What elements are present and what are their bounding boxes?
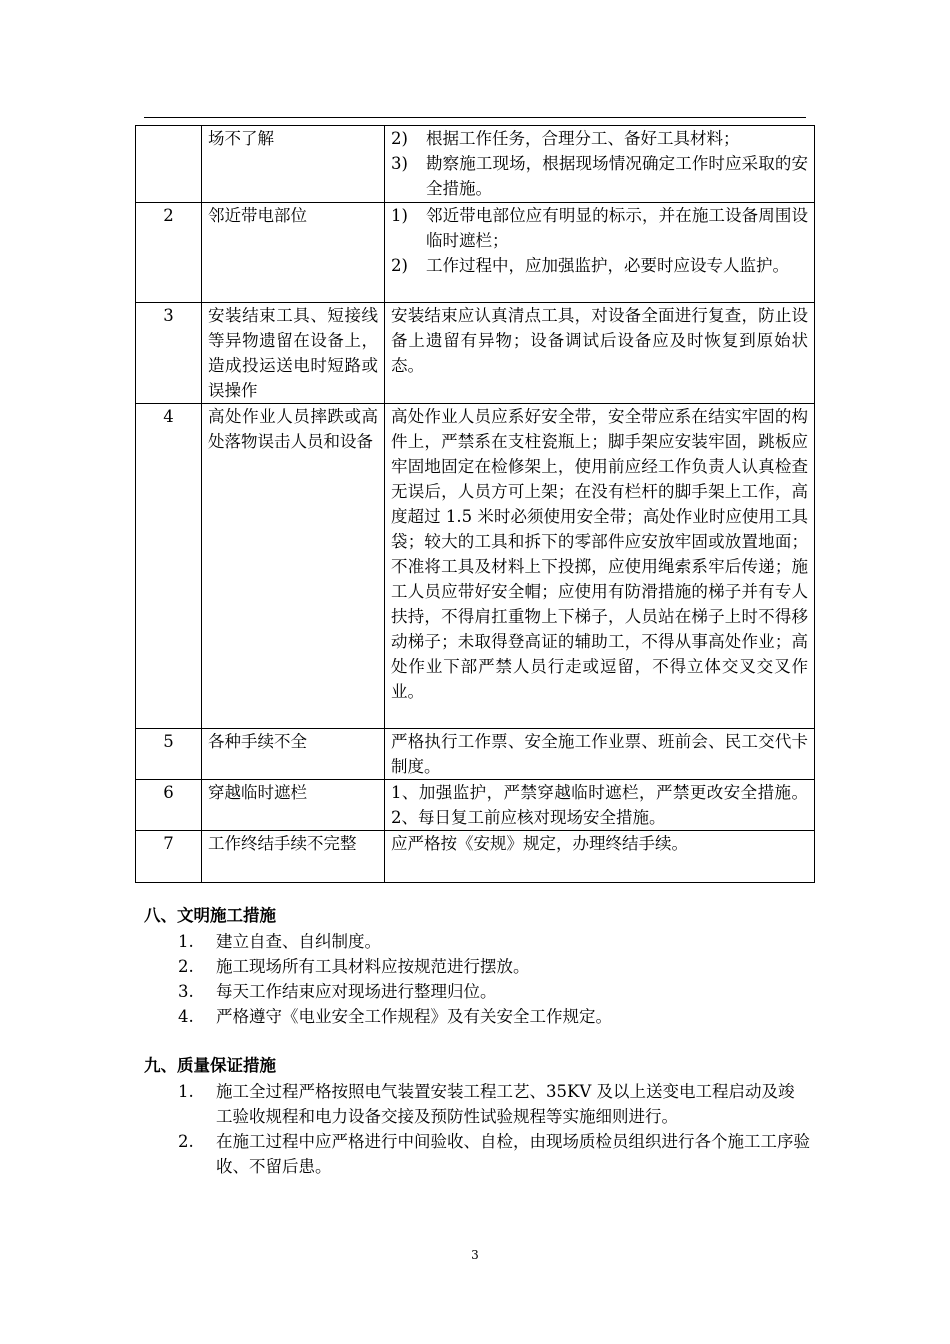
page-number: 3: [471, 1248, 479, 1262]
row-number: 7: [136, 831, 202, 883]
control-measures: 严格执行工作票、安全施工作业票、班前会、民工交代卡制度。: [385, 729, 815, 780]
table-row: [136, 404, 815, 729]
control-measures: 安装结束应认真清点工具，对设备全面进行复查，防止设备上遗留有异物；设备调试后设备应及时恢复到原始状态。: [385, 303, 815, 404]
list-item: 4. 严格遵守《电业安全工作规程》及有关安全工作规定。: [178, 1007, 612, 1026]
list-item: 1. 施工全过程严格按照电气装置安装工程工艺、35KV 及以上送变电工程启动及竣工验收规程和电力设备交接及预防性试验规程等实施细则进行。: [178, 1082, 795, 1126]
table-row: [136, 126, 815, 203]
section-8-title: 八、文明施工措施: [144, 906, 276, 925]
table-row: [136, 203, 815, 303]
section-9-list: [178, 1079, 810, 1179]
measure-item: 1) 邻近带电部位应有明显的标示，并在施工设备周围设临时遮栏；: [391, 206, 808, 250]
table-row: [136, 780, 815, 831]
risk-factor: 场不了解: [202, 126, 385, 203]
header-rule: [144, 117, 806, 118]
table-row: [136, 831, 815, 883]
table-row: [136, 729, 815, 780]
measure-item: 3) 勘察施工现场，根据现场情况确定工作时应采取的安全措施。: [391, 154, 808, 198]
list-item: 1. 建立自查、自纠制度。: [178, 932, 381, 951]
row-number: [136, 126, 202, 203]
risk-factor: 穿越临时遮栏: [202, 780, 385, 831]
risk-factor: 各种手续不全: [202, 729, 385, 780]
control-measures: 1、加强监护，严禁穿越临时遮栏，严禁更改安全措施。2、每日复工前应核对现场安全措施。: [385, 780, 815, 831]
control-measures: 高处作业人员应系好安全带，安全带应系在结实牢固的构件上，严禁系在支柱瓷瓶上；脚手架应安装牢固，跳板应牢固地固定在检修架上，使用前应经工作负责人认真检查无误后，人员方可上架；在没有栏杆的脚手架上工作，高度超过 1.5 米时必须使用安全带；高处作业时应使用工具袋；较大的工具和拆下的零部件应安放牢固或放置地面；不准将工具及材料上下投掷，应使用绳索系牢后传递；施工人员应带好安全帽；应使用有防滑措施的梯子并有专人扶持，不得肩扛重物上下梯子，人员站在梯子上时不得移动梯子；未取得登高证的辅助工，不得从事高处作业；高处作业下部严禁人员行走或逗留，不得立体交叉交叉作业。: [385, 404, 815, 729]
list-item: 2. 施工现场所有工具材料应按规范进行摆放。: [178, 957, 530, 976]
risk-factor: 工作终结手续不完整: [202, 831, 385, 883]
risk-factor: 高处作业人员摔跌或高处落物误击人员和设备: [202, 404, 385, 729]
measure-item: 2) 根据工作任务，合理分工、备好工具材料；: [391, 129, 740, 148]
row-number: 2: [136, 203, 202, 303]
control-measures: 应严格按《安规》规定，办理终结手续。: [385, 831, 815, 883]
row-number: 6: [136, 780, 202, 831]
control-measures: [385, 126, 815, 203]
section-9-title: 九、质量保证措施: [144, 1056, 276, 1075]
risk-table: [135, 125, 815, 883]
row-number: 5: [136, 729, 202, 780]
list-item: 3. 每天工作结束应对现场进行整理归位。: [178, 982, 497, 1001]
risk-factor: 邻近带电部位: [202, 203, 385, 303]
row-number: 3: [136, 303, 202, 404]
risk-factor: 安装结束工具、短接线等异物遗留在设备上，造成投运送电时短路或误操作: [202, 303, 385, 404]
section-8-list: [178, 929, 810, 1029]
measure-item: 2) 工作过程中，应加强监护，必要时应设专人监护。: [391, 256, 789, 275]
table-row: [136, 303, 815, 404]
control-measures: [385, 203, 815, 303]
row-number: 4: [136, 404, 202, 729]
list-item: 2. 在施工过程中应严格进行中间验收、自检，由现场质检员组织进行各个施工工序验收、不留后患。: [178, 1132, 810, 1176]
